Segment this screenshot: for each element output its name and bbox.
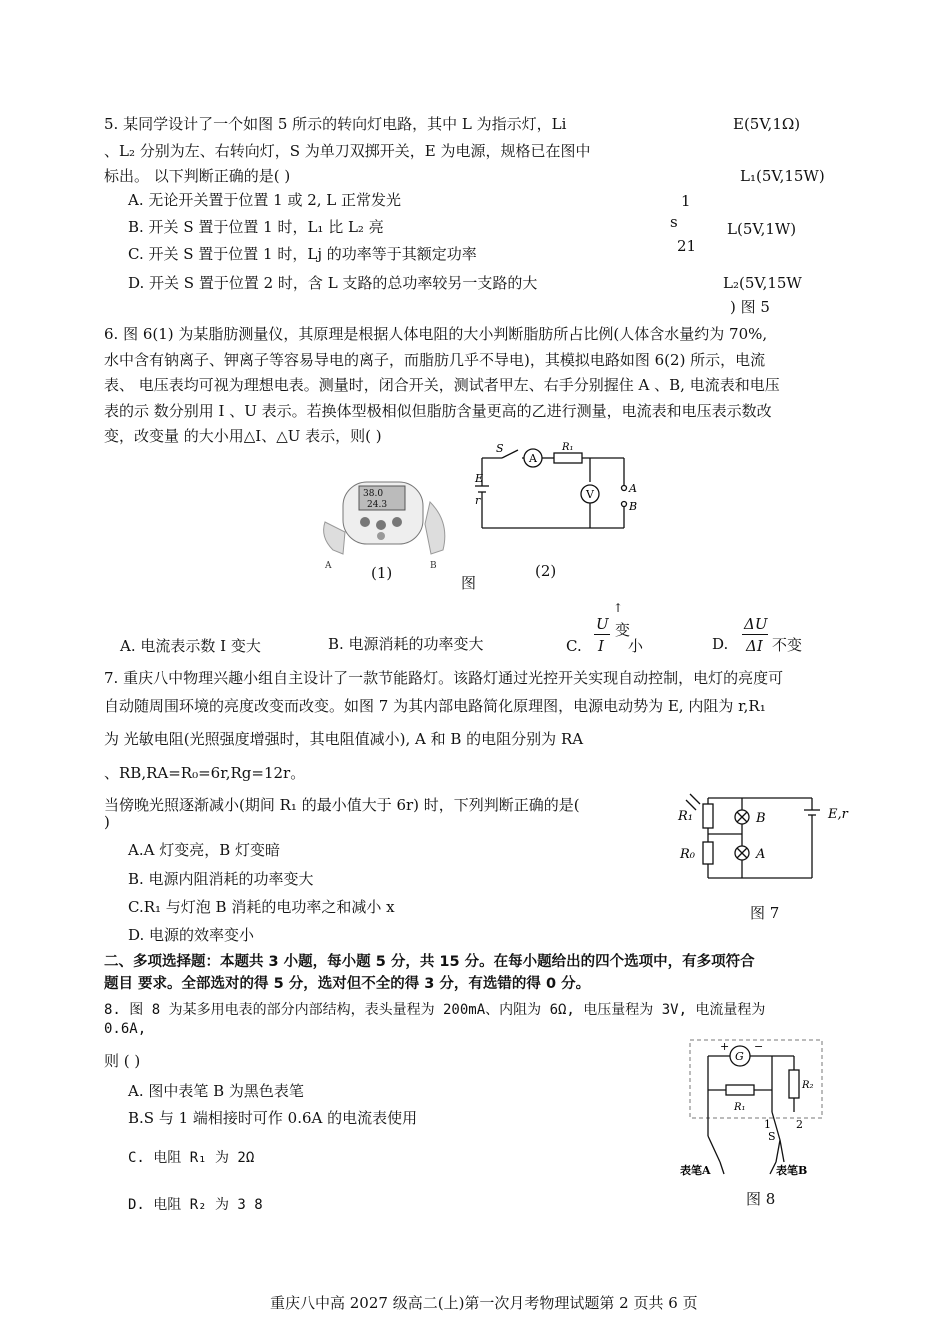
fig7-a-label: A (756, 847, 766, 862)
fig6-terminal-a: A (629, 482, 637, 495)
fig8-pen-a-label: 表笔A (680, 1164, 711, 1177)
q6-option-c-text2: 小 (628, 637, 644, 655)
q6-option-c-prefix: C. (566, 637, 582, 655)
fig7-r0-label: R₀ (680, 847, 695, 862)
q7-option-b: B. 电源内阻消耗的功率变大 (128, 870, 314, 888)
fig6-device-label-b: B (430, 561, 437, 571)
fig7-circuit-diagram (672, 790, 862, 886)
fig5-l2-label: L₂(5V,15W (723, 274, 802, 292)
ammeter-symbol: A (529, 452, 537, 465)
fig7-b-label: B (756, 811, 766, 826)
fig8-terminal-2: 2 (796, 1118, 803, 1131)
q6-option-c-numerator: U (596, 615, 609, 633)
q6-option-b: B. 电源消耗的功率变大 (328, 635, 484, 653)
q6-option-d-denominator: ΔI (746, 637, 763, 655)
fig8-pen-b-label: 表笔B (776, 1164, 808, 1177)
fig5-caption: ) 图 5 (730, 298, 770, 316)
fig6-device-display-2: 24.3 (367, 500, 388, 510)
fig6-caption-2: (2) (535, 562, 557, 580)
fig7-r1-label: R₁ (678, 809, 693, 824)
q5-option-b: B. 开关 S 置于位置 1 时，L₁ 比 L₂ 亮 (128, 218, 384, 236)
q8-option-d: D. 电阻 R₂ 为 3 8 (128, 1197, 263, 1213)
q7-stem-line2: 自动随周围环境的亮度改变而改变。如图 7 为其内部电路简化原理图，电源电动势为 E, 内阻为 r,R₁ (104, 697, 766, 715)
q5-option-a: A. 无论开关置于位置 1 或 2, L 正常发光 (128, 191, 402, 209)
q6-option-d-fraction-bar (742, 634, 768, 635)
q7-option-a: A.A 灯变亮，B 灯变暗 (128, 841, 280, 859)
fig6-device-display-1: 38.0 (363, 489, 384, 499)
fig6-circuit-diagram (472, 440, 642, 540)
fig6-caption-1: (1) (371, 564, 393, 582)
q5-option-d: D. 开关 S 置于位置 2 时，含 L 支路的总功率较另一支路的大 (128, 274, 538, 292)
fig8-terminal-1: 1 (764, 1118, 771, 1131)
fig5-pos1-label: 1 (681, 192, 691, 210)
q5-stem-line2: 、L₂ 分别为左、右转向灯，S 为单刀双掷开关，E 为电源，规格已在图中 (104, 142, 591, 160)
section2-heading-line1: 二、多项选择题：本题共 3 小题，每小题 5 分，共 15 分。在每小题给出的四个选项中，有多项符合 (104, 954, 755, 970)
up-arrow-icon: ↑ (613, 601, 624, 615)
fig6-r1-label: R₁ (562, 442, 574, 453)
page-footer: 重庆八中高 2027 级高二(上)第一次月考物理试题第 2 页共 6 页 (270, 1294, 698, 1312)
fig5-e-label: E(5V,1Ω) (733, 115, 801, 133)
q8-option-a: A. 图中表笔 B 为黑色表笔 (128, 1082, 304, 1100)
q7-stem-line1: 7. 重庆八中物理兴趣小组自主设计了一款节能路灯。该路灯通过光控开关实现自动控制，电灯的亮度可 (104, 669, 784, 687)
plus-symbol: + (720, 1040, 730, 1053)
fig6-device-image (315, 462, 455, 572)
q7-option-c: C.R₁ 与灯泡 B 消耗的电功率之和减小 x (128, 898, 395, 916)
fig6-caption: 图 (461, 574, 477, 592)
fig6-device-label-a: A (325, 561, 332, 571)
q6-option-d-prefix: D. (712, 635, 729, 653)
q7-stem-line4: 、RB,RA=R₀=6r,Rg=12r。 (104, 764, 306, 782)
fig8-r2-label: R₂ (802, 1080, 814, 1091)
q6-option-c-denominator: I (598, 637, 604, 655)
q8-stem-line2: 0.6A, (104, 1021, 147, 1037)
fig6-r-label: r (475, 494, 481, 507)
q6-option-d-numerator: ΔU (744, 615, 768, 633)
q8-option-c: C. 电阻 R₁ 为 2Ω (128, 1150, 255, 1166)
fig6-e-label: E (475, 472, 484, 485)
q6-stem-line3: 表、 电压表均可视为理想电表。测量时，闭合开关，测试者甲左、右手分别握住 A 、B, 电流表和电压 (104, 376, 780, 394)
fig6-terminal-b: B (629, 500, 638, 513)
fig6-switch-label: S (496, 442, 504, 455)
q6-option-c-fraction-bar (594, 634, 610, 635)
q6-option-d-text: 不变 (772, 636, 803, 654)
q8-option-b: B.S 与 1 端相接时可作 0.6A 的电流表使用 (128, 1109, 418, 1127)
fig5-s-label: s (670, 213, 678, 231)
fig7-caption: 图 7 (750, 904, 780, 922)
galvanometer-symbol: G (735, 1050, 744, 1063)
fig5-pos21-label: 21 (677, 237, 697, 255)
section2-heading-line2: 题目 要求。全部选对的得 5 分，选对但不全的得 3 分，有选错的得 0 分。 (104, 976, 591, 992)
fig5-l-label: L(5V,1W) (727, 220, 797, 238)
q7-stem-line6: ) (104, 813, 110, 831)
q7-option-d: D. 电源的效率变小 (128, 926, 255, 944)
q5-stem-line3: 标出。 以下判断正确的是( ) (104, 167, 291, 185)
q8-stem-line1: 8. 图 8 为某多用电表的部分内部结构，表头量程为 200mA、内阻为 6Ω, 电压量程为 3V, 电流量程为 (104, 1002, 766, 1018)
q6-option-a: A. 电流表示数 I 变大 (120, 637, 261, 655)
q6-stem-line5: 变，改变量 的大小用△I、△U 表示，则( ) (104, 427, 382, 445)
q6-stem-line1: 6. 图 6(1) 为某脂肪测量仪，其原理是根据人体电阻的大小判断脂肪所占比例(人体含水量约为 70%, (104, 325, 768, 343)
q5-stem-line1: 5. 某同学设计了一个如图 5 所示的转向灯电路，其中 L 为指示灯，Li (104, 115, 567, 133)
fig8-caption: 图 8 (746, 1190, 776, 1208)
q6-stem-line4: 表的示 数分别用 I 、U 表示。若换体型极相似但脂肪含量更高的乙进行测量，电流表和电压表示数改 (104, 402, 772, 420)
fig8-circuit-diagram (680, 1036, 830, 1181)
voltmeter-symbol: V (586, 488, 594, 501)
q7-stem-line3: 为 光敏电阻(光照强度增强时，其电阻值减小), A 和 B 的电阻分别为 RA (104, 730, 584, 748)
q6-option-c-text1: 变 (615, 621, 631, 639)
q5-option-c: C. 开关 S 置于位置 1 时，Lj 的功率等于其额定功率 (128, 245, 477, 263)
fig8-switch-label: S (768, 1130, 776, 1143)
fig5-l1-label: L₁(5V,15W) (740, 167, 825, 185)
q7-stem-line5: 当傍晚光照逐渐减小(期间 R₁ 的最小值大于 6r) 时，下列判断正确的是( (104, 796, 580, 814)
q6-stem-line2: 水中含有钠离子、钾离子等容易导电的离子，而脂肪几乎不导电)，其模拟电路如图 6(2) 所示，电流 (104, 351, 766, 369)
minus-symbol: − (754, 1040, 764, 1053)
fig7-e-label: E,r (828, 807, 848, 822)
fig8-r1-label: R₁ (734, 1102, 746, 1113)
q8-stem-line3: 则 ( ) (104, 1052, 141, 1070)
